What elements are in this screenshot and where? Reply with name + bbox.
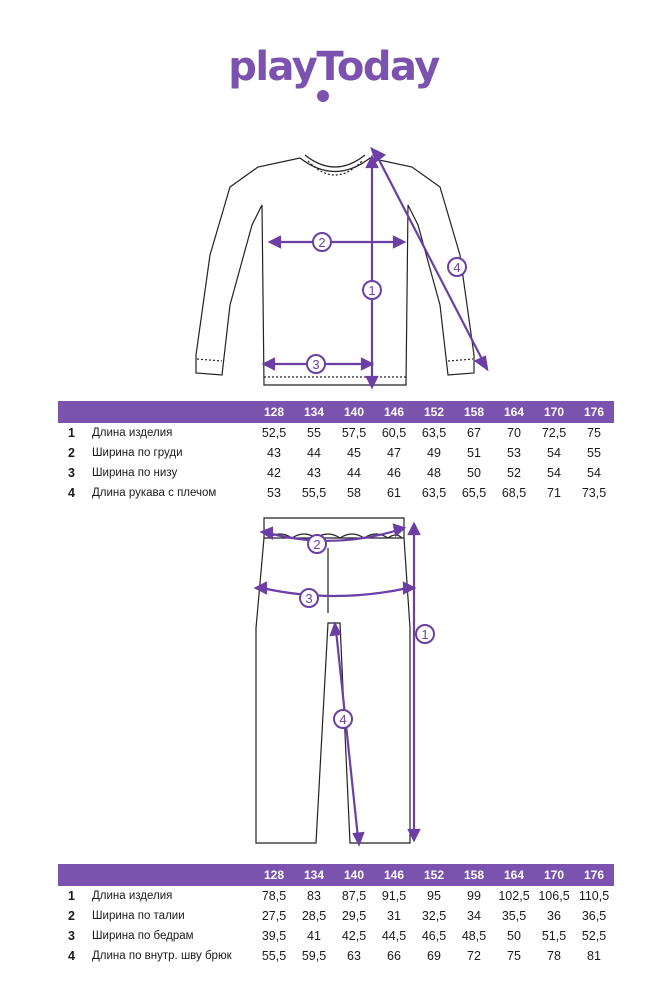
cell-value: 52,5 <box>581 929 607 943</box>
cell-value: 31 <box>387 909 401 923</box>
cell-value: 61 <box>387 486 401 500</box>
table-row <box>58 946 614 966</box>
table-row <box>58 443 614 463</box>
cell-value: 70 <box>507 426 521 440</box>
table-row <box>58 423 614 443</box>
cell-value: 66 <box>387 949 401 963</box>
cell-value: 55,5 <box>301 486 327 500</box>
cell-value: 63,5 <box>421 486 447 500</box>
longsleeve-drawing <box>0 145 667 395</box>
cell-value: 54 <box>547 446 561 460</box>
cell-value: 51 <box>467 446 481 460</box>
size-header-row <box>58 864 614 886</box>
cell-value: 65,5 <box>461 486 487 500</box>
row-label: Ширина по груди <box>92 447 183 459</box>
cell-value: 48 <box>427 466 441 480</box>
cell-value: 71 <box>547 486 561 500</box>
cell-value: 59,5 <box>301 949 327 963</box>
row-number: 2 <box>68 446 75 460</box>
table-row <box>58 906 614 926</box>
marker-1: 1 <box>421 627 429 642</box>
row-label: Длина по внутр. шву брюк <box>92 950 232 962</box>
cell-value: 42 <box>267 466 281 480</box>
size-header: 134 <box>294 864 334 886</box>
cell-value: 67 <box>467 426 481 440</box>
cell-value: 54 <box>547 466 561 480</box>
size-header: 140 <box>334 864 374 886</box>
cell-value: 78 <box>547 949 561 963</box>
cell-value: 83 <box>307 889 321 903</box>
cell-value: 44 <box>307 446 321 460</box>
cell-value: 50 <box>507 929 521 943</box>
cell-value: 73,5 <box>581 486 607 500</box>
cell-value: 72 <box>467 949 481 963</box>
size-header: 146 <box>374 401 414 423</box>
size-header: 164 <box>494 864 534 886</box>
cell-value: 35,5 <box>501 909 527 923</box>
cell-value: 95 <box>427 889 441 903</box>
cell-value: 63,5 <box>421 426 447 440</box>
cell-value: 48,5 <box>461 929 487 943</box>
cell-value: 45 <box>347 446 361 460</box>
cell-value: 36 <box>547 909 561 923</box>
size-header: 158 <box>454 864 494 886</box>
longsleeve-size-table <box>58 401 614 503</box>
cell-value: 27,5 <box>261 909 287 923</box>
cell-value: 91,5 <box>381 889 407 903</box>
marker-4: 4 <box>339 712 347 727</box>
cell-value: 55 <box>307 426 321 440</box>
cell-value: 47 <box>387 446 401 460</box>
cell-value: 72,5 <box>541 426 567 440</box>
row-number: 3 <box>68 929 75 943</box>
row-number: 1 <box>68 889 75 903</box>
size-header: 176 <box>574 864 614 886</box>
marker-3: 3 <box>305 591 313 606</box>
cell-value: 29,5 <box>341 909 367 923</box>
size-header: 158 <box>454 401 494 423</box>
row-number: 2 <box>68 909 75 923</box>
size-header: 170 <box>534 864 574 886</box>
cell-value: 52 <box>507 466 521 480</box>
cell-value: 75 <box>507 949 521 963</box>
cell-value: 46,5 <box>421 929 447 943</box>
cell-value: 50 <box>467 466 481 480</box>
cell-value: 60,5 <box>381 426 407 440</box>
cell-value: 39,5 <box>261 929 287 943</box>
row-label: Ширина по низу <box>92 467 178 479</box>
cell-value: 87,5 <box>341 889 367 903</box>
logo-dot-icon <box>317 90 329 102</box>
cell-value: 44 <box>347 466 361 480</box>
row-label: Ширина по талии <box>92 910 185 922</box>
cell-value: 43 <box>267 446 281 460</box>
size-header: 176 <box>574 401 614 423</box>
row-label: Длина изделия <box>92 427 173 439</box>
cell-value: 78,5 <box>261 889 287 903</box>
size-header: 146 <box>374 864 414 886</box>
cell-value: 32,5 <box>421 909 447 923</box>
size-header: 152 <box>414 864 454 886</box>
size-header: 140 <box>334 401 374 423</box>
cell-value: 55,5 <box>261 949 287 963</box>
cell-value: 42,5 <box>341 929 367 943</box>
cell-value: 53 <box>267 486 281 500</box>
brand-logo <box>0 44 667 90</box>
size-header: 134 <box>294 401 334 423</box>
longsleeve-markers <box>307 233 466 373</box>
cell-value: 75 <box>587 426 601 440</box>
size-header: 128 <box>254 864 294 886</box>
cell-value: 110,5 <box>578 889 610 903</box>
row-number: 4 <box>68 949 75 963</box>
marker-2: 2 <box>313 537 321 552</box>
row-label: Длина рукава с плечом <box>92 487 217 499</box>
cell-value: 102,5 <box>498 889 530 903</box>
cell-value: 49 <box>427 446 441 460</box>
row-label: Длина изделия <box>92 890 173 902</box>
cell-value: 68,5 <box>501 486 527 500</box>
longsleeve-sketch <box>0 145 667 395</box>
cell-value: 43 <box>307 466 321 480</box>
table-row <box>58 463 614 483</box>
marker-4: 4 <box>453 260 461 275</box>
cell-value: 34 <box>467 909 481 923</box>
row-number: 4 <box>68 486 75 500</box>
size-header: 170 <box>534 401 574 423</box>
row-number: 1 <box>68 426 75 440</box>
table-row <box>58 926 614 946</box>
cell-value: 54 <box>587 466 601 480</box>
cell-value: 41 <box>307 929 321 943</box>
cell-value: 44,5 <box>381 929 407 943</box>
cell-value: 55 <box>587 446 601 460</box>
cell-value: 58 <box>347 486 361 500</box>
cell-value: 63 <box>347 949 361 963</box>
cell-value: 46 <box>387 466 401 480</box>
cell-value: 51,5 <box>541 929 567 943</box>
trousers-size-table <box>58 864 614 966</box>
trousers-sketch <box>0 508 667 853</box>
size-header: 128 <box>254 401 294 423</box>
cell-value: 106,5 <box>538 889 570 903</box>
trousers-drawing <box>0 508 667 853</box>
cell-value: 53 <box>507 446 521 460</box>
size-header: 164 <box>494 401 534 423</box>
cell-value: 81 <box>587 949 601 963</box>
marker-1: 1 <box>368 283 376 298</box>
table-row <box>58 886 614 906</box>
table-row <box>58 483 614 503</box>
logo-text: playToday <box>228 44 439 90</box>
cell-value: 69 <box>427 949 441 963</box>
cell-value: 28,5 <box>301 909 327 923</box>
cell-value: 99 <box>467 889 481 903</box>
cell-value: 57,5 <box>341 426 367 440</box>
marker-2: 2 <box>318 235 326 250</box>
size-header-row <box>58 401 614 423</box>
row-label: Ширина по бедрам <box>92 930 194 942</box>
cell-value: 36,5 <box>581 909 607 923</box>
cell-value: 52,5 <box>261 426 287 440</box>
row-number: 3 <box>68 466 75 480</box>
marker-3: 3 <box>312 357 320 372</box>
size-header: 152 <box>414 401 454 423</box>
